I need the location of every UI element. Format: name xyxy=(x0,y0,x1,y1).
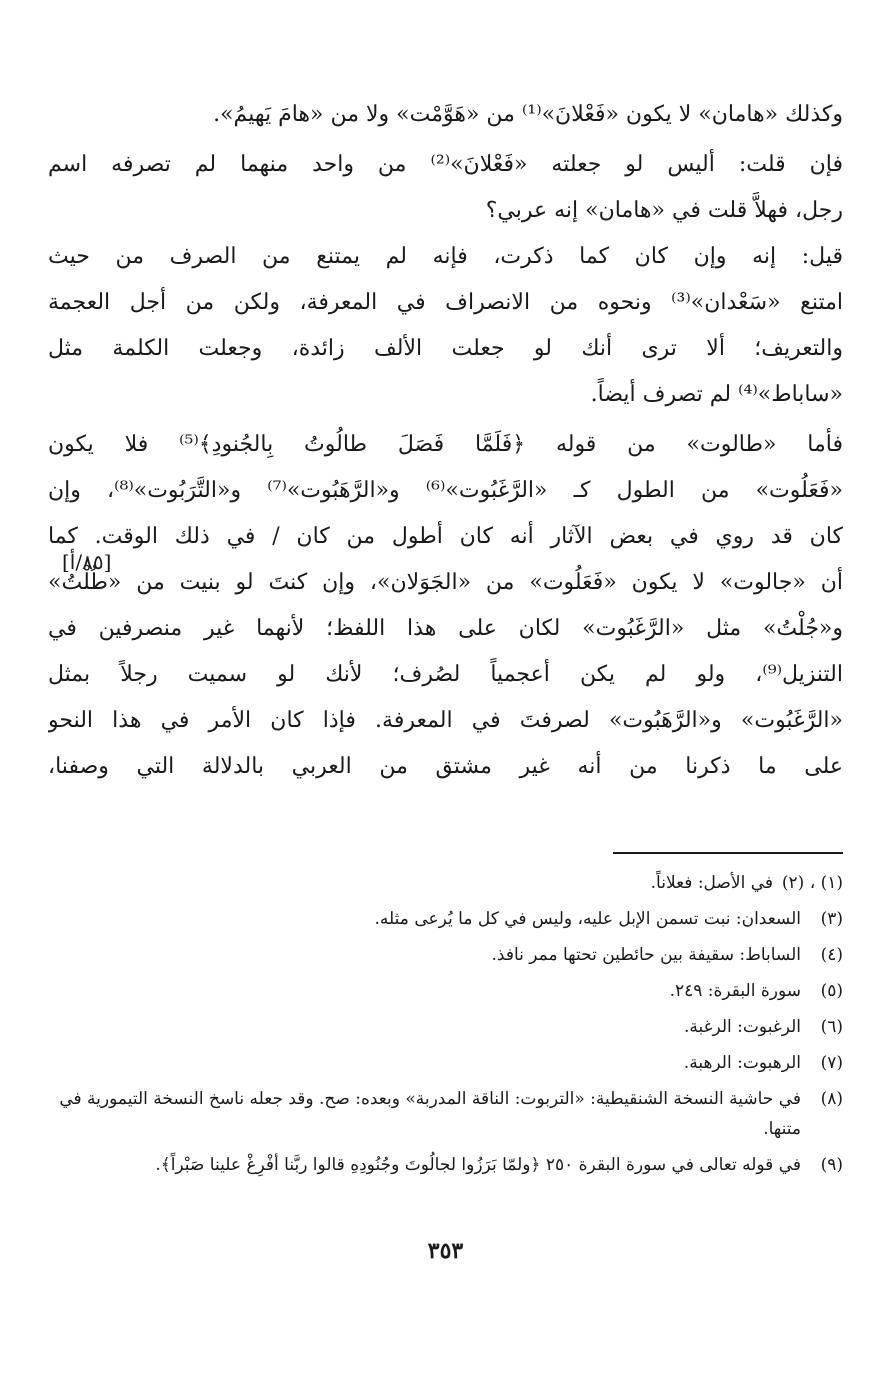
text-line: امتنع «سَعْدان»⁽³⁾ ونحوه من الانصراف في المعرفة، ولكن من أجل العجمة xyxy=(48,290,843,315)
footnote-number: (٧) xyxy=(820,1053,843,1073)
footnote-number: (٩) xyxy=(820,1155,843,1175)
footnote-text: الرهبوت: الرهبة. xyxy=(683,1053,801,1073)
footnote xyxy=(48,1012,843,1042)
text-line: و«جُلْتُ» مثل «الرَّغَبُوت» لكان على هذا اللفظ؛ لأنهما غير منصرفين في xyxy=(48,616,843,641)
footnote-text: سورة البقرة: ٢٤٩. xyxy=(669,981,801,1001)
footnote xyxy=(48,1084,843,1144)
footnote-text: الساباط: سقيفة بين حائطين تحتها ممر نافذ. xyxy=(491,945,801,965)
page-number: ٣٥٣ xyxy=(427,1238,464,1264)
footnote xyxy=(48,904,843,934)
footnote-text: في حاشية النسخة الشنقيطية: «التربوت: الناقة المدربة» وبعده: صح. وقد جعله ناسخ النسخة التيمورية في متنها. xyxy=(59,1089,801,1139)
footnote-number: (٥) xyxy=(820,981,843,1001)
text-line: على ما ذكرنا من أنه غير مشتق من العربي بالدلالة التي وصفنا، xyxy=(48,754,843,779)
footnote-number: (٣) xyxy=(820,909,843,929)
footnote xyxy=(48,976,843,1006)
text-line: رجل، فهلاَّ قلت في «هامان» إنه عربي؟ xyxy=(485,198,843,223)
manuscript-folio-marker: [٨٥/أ] xyxy=(62,550,112,574)
text-line: والتعريف؛ ألا ترى أنك لو جعلت الألف زائدة، وجعلت الكلمة مثل xyxy=(48,336,843,361)
footnote-text: في الأصل: فعلاناً. xyxy=(650,873,773,893)
text-line: كان قد روي في بعض الآثار أنه كان أطول من كان / في ذلك الوقت. كما xyxy=(48,524,843,549)
footnote-separator xyxy=(613,852,843,854)
footnote-number: (٨) xyxy=(820,1089,843,1109)
footnote xyxy=(48,1048,843,1078)
text-line: «الرَّغَبُوت» و«الرَّهَبُوت» لصرفتَ في المعرفة. فإذا كان الأمر في هذا النحو xyxy=(48,708,843,733)
footnote-number: (٤) xyxy=(820,945,843,965)
footnote-number: (١) ، (٢) xyxy=(781,873,843,893)
main-text xyxy=(48,92,843,790)
footnote-text: السعدان: نبت تسمن الإبل عليه، وليس في كل ما يُرعى مثله. xyxy=(374,909,801,929)
text-line: «ساباط»⁽⁴⁾ لم تصرف أيضاً. xyxy=(590,382,843,407)
text-line: فأما «طالوت» من قوله ﴿فَلَمَّا فَصَلَ طالُوتُ بِالجُنودِ﴾⁽⁵⁾ فلا يكون xyxy=(48,432,843,457)
text-line: أن «جالوت» لا يكون «فَعَلُوت» من «الجَوَلان»، وإن كنتَ لو بنيت من «طُلْتُ» xyxy=(48,570,843,595)
text-line: قيل: إنه وإن كان كما ذكرت، فإنه لم يمتنع من الصرف من حيث xyxy=(48,244,843,269)
footnote xyxy=(48,1150,843,1180)
footnote-number: (٦) xyxy=(820,1017,843,1037)
text-line: التنزيل⁽⁹⁾، ولو لم يكن أعجمياً لصُرف؛ لأنك لو سميت رجلاً بمثل xyxy=(48,662,843,687)
footnote xyxy=(48,940,843,970)
text-line: فإن قلت: أليس لو جعلته «فَعْلانَ»⁽²⁾ من واحد منهما لم تصرفه اسم xyxy=(48,152,843,177)
footnote xyxy=(48,868,843,898)
footnotes xyxy=(48,868,843,1186)
text-line: وكذلك «هامان» لا يكون «فَعْلانَ»⁽¹⁾ من «هَوَّمْت» ولا من «هامَ يَهيمُ». xyxy=(213,102,843,127)
footnote-text: الرغبوت: الرغبة. xyxy=(683,1017,801,1037)
text-line: «فَعَلُوت» من الطول كـ «الرَّغَبُوت»⁽⁶⁾ و«الرَّهَبُوت»⁽⁷⁾ و«التَّرَبُوت»⁽⁸⁾، وإن xyxy=(48,478,843,503)
footnote-text: في قوله تعالى في سورة البقرة ٢٥٠ ﴿ولمّا بَرَزُوا لجالُوتَ وجُنُودِهِ قالوا ربَّنا أفْرِغْ علينا صَبْراً﴾. xyxy=(155,1155,801,1175)
